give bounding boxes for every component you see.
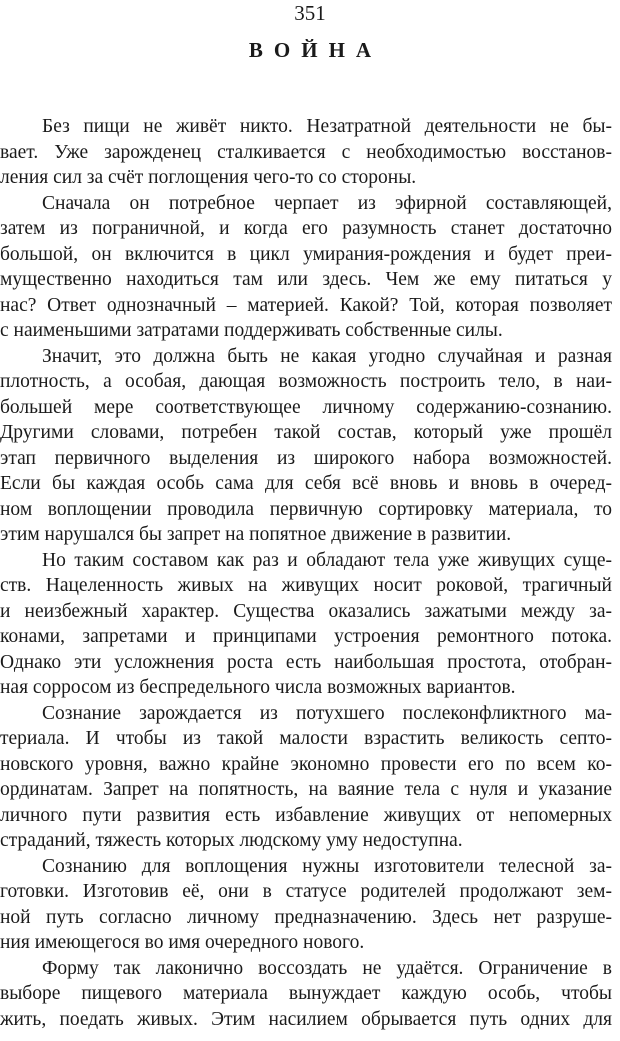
text-line: затем из пограничной, и когда его разумность станет достаточно (0, 218, 612, 239)
text-line: с наименьшими затратами поддерживать собственные силы. (0, 320, 503, 341)
text-line: этап первичного выделения из широкого набора возможностей. (0, 447, 612, 469)
text-line: Другими словами, потребен такой состав, который уже прошёл (0, 422, 612, 443)
chapter-title: ВОЙНА (248, 38, 383, 62)
text-line: жить, поедать живых. Этим насилием обрывается путь одних для (0, 1008, 612, 1030)
text-line: новского уровня, важно крайне экономно провести его по всем ко- (0, 753, 612, 775)
text-line: Значит, это должна быть не какая угодно случайная и разная (42, 345, 612, 367)
paragraph (0, 344, 612, 548)
text-line: Но таким составом как раз и обладают тела уже живущих суще- (42, 549, 612, 571)
text-line: Если бы каждая особь сама для себя всё вновь и вновь в очеред- (0, 473, 612, 494)
paragraph (0, 701, 612, 854)
text-line: большой, он включится в цикл умирания-рождения и будет преи- (0, 243, 612, 265)
paragraph (0, 548, 612, 701)
text-line: вает. Уже зарожденец сталкивается с необходимостью восстанов- (0, 141, 612, 163)
text-line: ном воплощении проводила первичную сортировку материала, то (0, 498, 612, 520)
text-line: страданий, тяжесть которых людскому уму недоступна. (0, 830, 463, 851)
text-line: териала. И чтобы из такой малости взрастить великость септо- (0, 728, 612, 749)
text-line: Без пищи не живёт никто. Незатратной деятельности не бы- (42, 116, 612, 137)
text-line: Сознанию для воплощения нужны изготовители телесной за- (42, 855, 612, 877)
text-line: мущественно находиться там или здесь. Чем же ему питаться у (0, 269, 612, 290)
text-line: Сознание зарождается из потухшего послеконфликтного ма- (42, 702, 612, 724)
paragraph (0, 956, 612, 1033)
paragraph (0, 854, 612, 956)
text-line: и неизбежный характер. Существа оказались зажатыми между за- (0, 600, 612, 622)
text-line: большей мере соответствующее личному содержанию-сознанию. (0, 396, 612, 418)
text-line: ной путь согласно личному предназначению. Здесь нет разруше- (0, 906, 612, 928)
body-text (0, 114, 612, 1032)
text-line: нас? Ответ однозначный – материей. Какой? Той, которая позволяет (0, 294, 612, 316)
text-line: ния имеющегося во имя очередного нового. (0, 932, 365, 953)
text-line: Форму так лаконично воссоздать не удаётся. Ограничение в (42, 957, 612, 979)
text-line: готовки. Изготовив её, они в статусе родителей продолжают зем- (0, 881, 612, 902)
text-line: плотность, а особая, дающая возможность построить тело, в наи- (0, 371, 612, 392)
text-line: ординатам. Запрет на попятность, на ваяние тела с нуля и указание (0, 779, 612, 800)
text-line: конами, запретами и принципами устроения ремонтного потока. (0, 626, 612, 647)
paragraph (0, 114, 612, 191)
text-line: ления сил за счёт поглощения чего-то со стороны. (0, 167, 417, 188)
paragraph (0, 191, 612, 344)
text-line: ств. Нацеленность живых на живущих носит роковой, трагичный (0, 575, 612, 596)
text-line: этим нарушался бы запрет на попятное движение в развитии. (0, 524, 512, 545)
page-number: 351 (294, 1, 326, 25)
text-line: ная сорросом из беспредельного числа возможных вариантов. (0, 677, 516, 698)
text-line: Сначала он потребное черпает из эфирной составляющей, (42, 192, 612, 214)
text-line: выборе пищевого материала вынуждает каждую особь, чтобы (0, 983, 612, 1004)
text-line: Однако эти усложнения роста есть наибольшая простота, отобран- (0, 651, 612, 673)
text-line: личного пути развития есть избавление живущих от непомерных (0, 804, 612, 826)
